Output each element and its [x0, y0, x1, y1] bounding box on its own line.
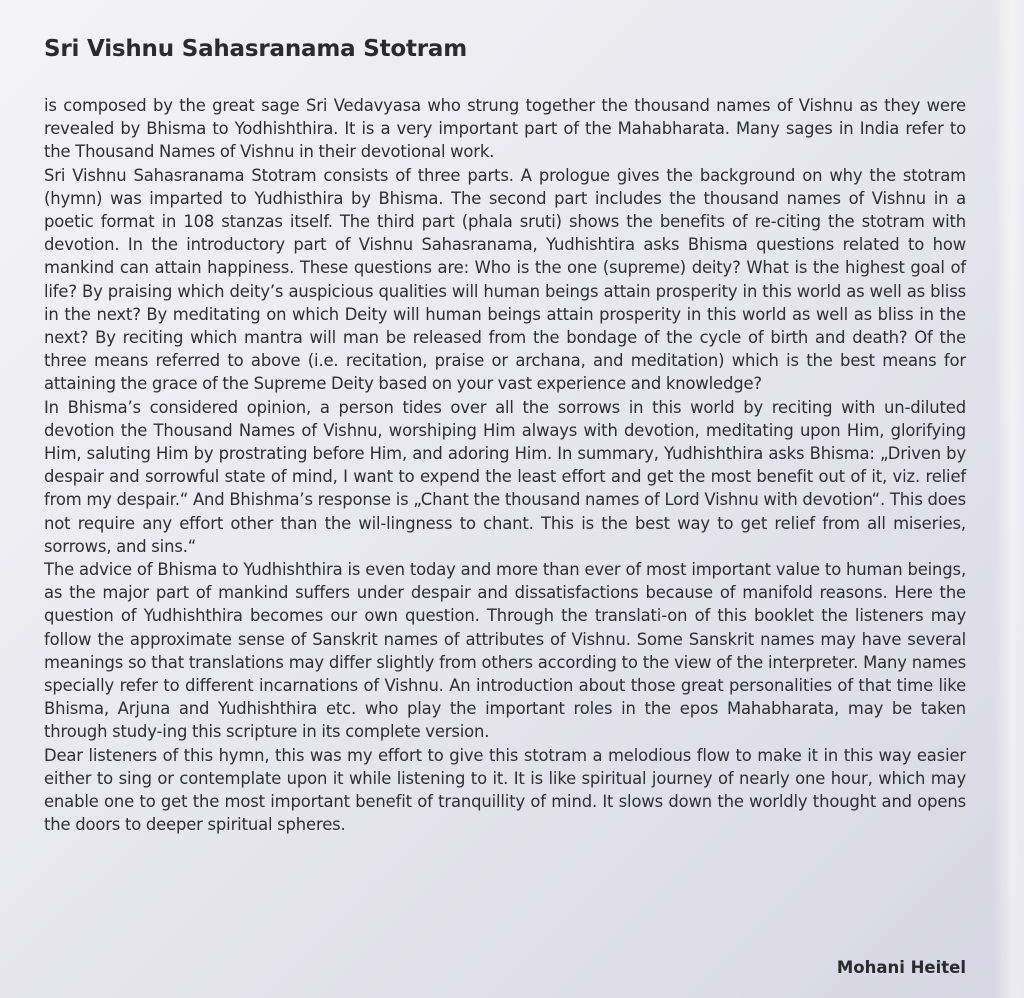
author-signature: Mohani Heitel	[836, 958, 966, 977]
paragraph-intro: is composed by the great sage Sri Vedavyasa who strung together the thousand names of Vishnu as they were revealed by Bhisma to Yodhishthira. It is a very important part of the Mahabharata. Many sages in India refer to the Thousand Names of Vishnu in their devotional work.	[44, 96, 966, 162]
paragraph-bhisma-opinion: In Bhisma’s considered opinion, a person tides over all the sorrows in this world by reciting with un-diluted devotion the Thousand Names of Vishnu, worshiping Him always with devotion, meditating upon Him, glorifying Him, saluting Him by prostrating before Him, and adoring Him. In summary, Yudhishthira asks Bhisma: „Driven by despair and sorrowful state of mind, I want to expend the least effort and get the most benefit out of it, viz. relief from my despair.“ And Bhishma’s response is „Chant the thousand names of Lord Vishnu with devotion“. This does not require any effort other than the wil-lingness to chant. This is the best way to get relief from all miseries, sorrows, and sins.“	[44, 397, 966, 556]
paragraph-closing: Dear listeners of this hymn, this was my effort to give this stotram a melodious flow to make it in this way easier either to sing or contemplate upon it while listening to it. It is like spiritual journey of nearly one hour, which may enable one to get the most important benefit of tranquillity of mind. It slows down the worldly thought and opens the doors to deeper spiritual spheres.	[44, 745, 966, 835]
paragraph-advice: The advice of Bhisma to Yudhishthira is even today and more than ever of most important value to human beings, as the major part of mankind suffers under despair and dissatisfactions because of manifold reasons. Here the question of Yudhishthira becomes our own question. Through the translati-on of this booklet the listeners may follow the approximate sense of Sanskrit names of attributes of Vishnu. Some Sanskrit names may have several meanings so that translations may differ slightly from others according to the view of the interpreter. Many names specially refer to different incarnations of Vishnu. An introduction about those great personalities of that time like Bhisma, Arjuna and Yudhishthira etc. who play the important roles in the epos Mahabharata, may be taken through study-ing this scripture in its complete version.	[44, 560, 966, 742]
paragraph-structure: Sri Vishnu Sahasranama Stotram consists of three parts. A prologue gives the background on why the stotram (hymn) was imparted to Yudhisthira by Bhisma. The second part includes the thousand names of Vishnu in a poetic format in 108 stanzas itself. The third part (phala sruti) shows the benefits of re-citing the stotram with devotion. In the introductory part of Vishnu Sahasranama, Yudhishtira asks Bhisma questions related to how mankind can attain happiness. These questions are: Who is the one (supreme) deity? What is the highest goal of life? By praising which deity’s auspicious qualities will human beings attain prosperity in this world as well as bliss in the next? By meditating on which Deity will human beings attain prosperity in this world as well as bliss in the next? By reciting which mantra will man be released from the bondage of the cycle of birth and death? Of the three means referred to above (i.e. recitation, praise or archana, and meditation) which is the best means for attaining the grace of the Supreme Deity based on your vast experience and knowledge?	[44, 165, 966, 394]
document-page	[44, 30, 966, 837]
page-fold-shading	[994, 0, 1024, 998]
page-title: Sri Vishnu Sahasranama Stotram	[44, 36, 468, 62]
